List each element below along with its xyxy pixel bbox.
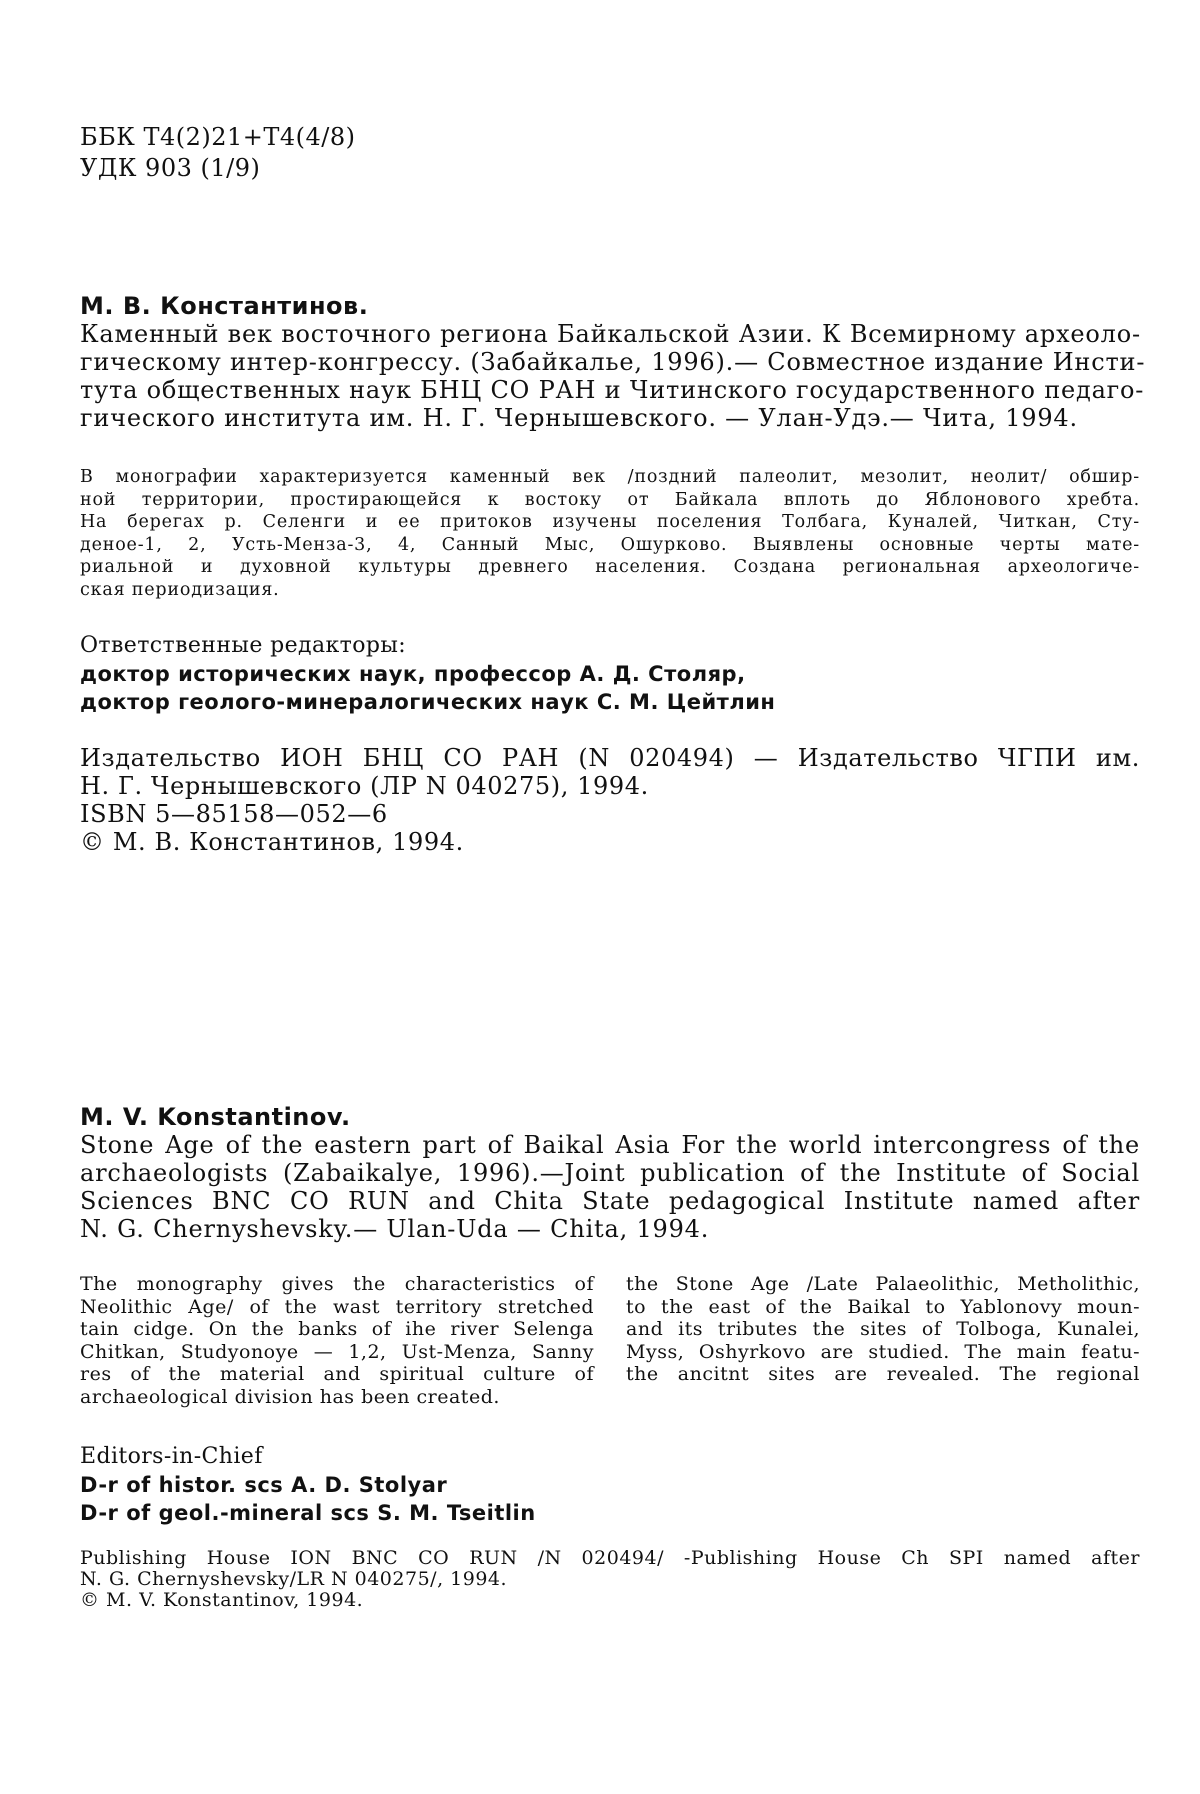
- ru-isbn: ISBN 5—85158—052—6: [80, 800, 388, 828]
- en-abstract-line: and its tributes the sites of Tolboga, Kunalei,: [626, 1318, 1140, 1340]
- en-abstract-left-column: [80, 1273, 594, 1408]
- en-abstract-line: res of the material and spiritual culture of: [80, 1363, 594, 1385]
- ru-abstract-line: деное-1, 2, Усть-Менза-3, 4, Санный Мыс, Ошурково. Выявлены основные черты мате-: [80, 534, 1140, 555]
- ru-publisher-line: Н. Г. Чернышевского (ЛР N 040275), 1994.: [80, 772, 649, 800]
- udk-code: УДК 903 (1/9): [80, 154, 261, 182]
- en-citation-line: N. G. Chernyshevsky.— Ulan-Uda — Chita, 1994.: [80, 1215, 710, 1243]
- en-abstract-line: the ancitnt sites are revealed. The regional: [626, 1363, 1140, 1385]
- ru-author: М. В. Константинов.: [80, 292, 369, 320]
- ru-abstract-line: На берегах р. Селенги и ее притоков изучены поселения Толбага, Куналей, Читкан, Сту-: [80, 512, 1140, 532]
- en-citation-line: Sciences BNC CO RUN and Chita State pedagogical Institute named after: [80, 1187, 1140, 1215]
- en-abstract-line: the Stone Age /Late Palaeolithic, Metholithic,: [626, 1273, 1140, 1295]
- ru-citation: [80, 292, 1146, 432]
- en-abstract-line: The monography gives the characteristics of: [80, 1273, 594, 1295]
- ru-publisher-line: Издательство ИОН БНЦ СО РАН (N 020494) — Издательство ЧГПИ им.: [80, 744, 1140, 772]
- en-abstract-line: to the east of the Baikal to Yablonovy moun-: [626, 1295, 1140, 1318]
- bbk-code: ББК Т4(2)21+Т4(4/8): [80, 123, 356, 151]
- classification-codes: [80, 122, 1140, 184]
- ru-abstract-line: риальной и духовной культуры древнего населения. Создана региональная археологиче-: [80, 557, 1140, 577]
- en-abstract-line: Myss, Oshyrkovo are studied. The main featu-: [626, 1340, 1140, 1363]
- en-abstract: [80, 1273, 1140, 1408]
- en-citation-line: Stone Age of the eastern part of Baikal Asia For the world intercongress of the: [80, 1131, 1140, 1159]
- en-copyright: © M. V. Konstantinov, 1994.: [80, 1589, 364, 1611]
- ru-abstract-line: В монографии характеризуется каменный век /поздний палеолит, мезолит, неолит/ обшир-: [80, 467, 1140, 487]
- en-abstract-line: Neolithic Age/ of the wast territory stretched: [80, 1295, 594, 1318]
- ru-editor: доктор исторических наук, профессор А. Д. Столяр,: [80, 662, 746, 686]
- ru-abstract-line: ская периодизация.: [80, 579, 280, 600]
- en-abstract-line: archaeological division has been created.: [80, 1385, 500, 1408]
- en-citation-line: archaeologists (Zabaikalye, 1996).—Joint publication of the Institute of Social: [80, 1159, 1140, 1187]
- ru-copyright: © М. В. Константинов, 1994.: [80, 828, 464, 856]
- en-editor: D-r of histor. scs A. D. Stolyar: [80, 1473, 448, 1497]
- en-editor: D-r of geol.-mineral scs S. M. Tseitlin: [80, 1501, 536, 1525]
- ru-citation-line: тута общественных наук БНЦ СО РАН и Читинского государственного педаго-: [80, 376, 1145, 404]
- en-publisher-line: N. G. Chernyshevsky/LR N 040275/, 1994.: [80, 1568, 508, 1590]
- ru-editors: [80, 632, 1140, 716]
- ru-editor: доктор геолого-минералогических наук С. М. Цейтлин: [80, 690, 776, 714]
- ru-citation-line: гическому интер-конгрессу. (Забайкалье, 1996).— Совместное издание Инсти-: [80, 348, 1146, 376]
- en-abstract-right-column: [626, 1273, 1140, 1408]
- en-editors: [80, 1443, 1140, 1527]
- en-author: M. V. Konstantinov.: [80, 1103, 351, 1131]
- en-publisher-line: Publishing House ION BNC CO RUN /N 020494/ -Publishing House Ch SPI named after: [80, 1547, 1140, 1569]
- en-editors-label: Editors-in-Chief: [80, 1444, 263, 1469]
- ru-abstract-line: ной территории, простирающейся к востоку от Байкала вплоть до Яблонового хребта.: [80, 489, 1140, 510]
- en-abstract-line: Chitkan, Studyonoye — 1,2, Ust-Menza, Sanny: [80, 1340, 594, 1363]
- ru-abstract: [80, 466, 1140, 601]
- en-publisher: [80, 1548, 1140, 1611]
- ru-editors-label: Ответственные редакторы:: [80, 633, 407, 658]
- ru-citation-line: гического института им. Н. Г. Чернышевского. — Улан-Удэ.— Чита, 1994.: [80, 404, 1078, 432]
- ru-citation-line: Каменный век восточного региона Байкальской Азии. К Всемирному археоло-: [80, 320, 1141, 348]
- ru-publisher: [80, 744, 1140, 856]
- en-citation: [80, 1103, 1140, 1243]
- en-abstract-line: tain cidge. On the banks of ihe river Selenga: [80, 1318, 594, 1340]
